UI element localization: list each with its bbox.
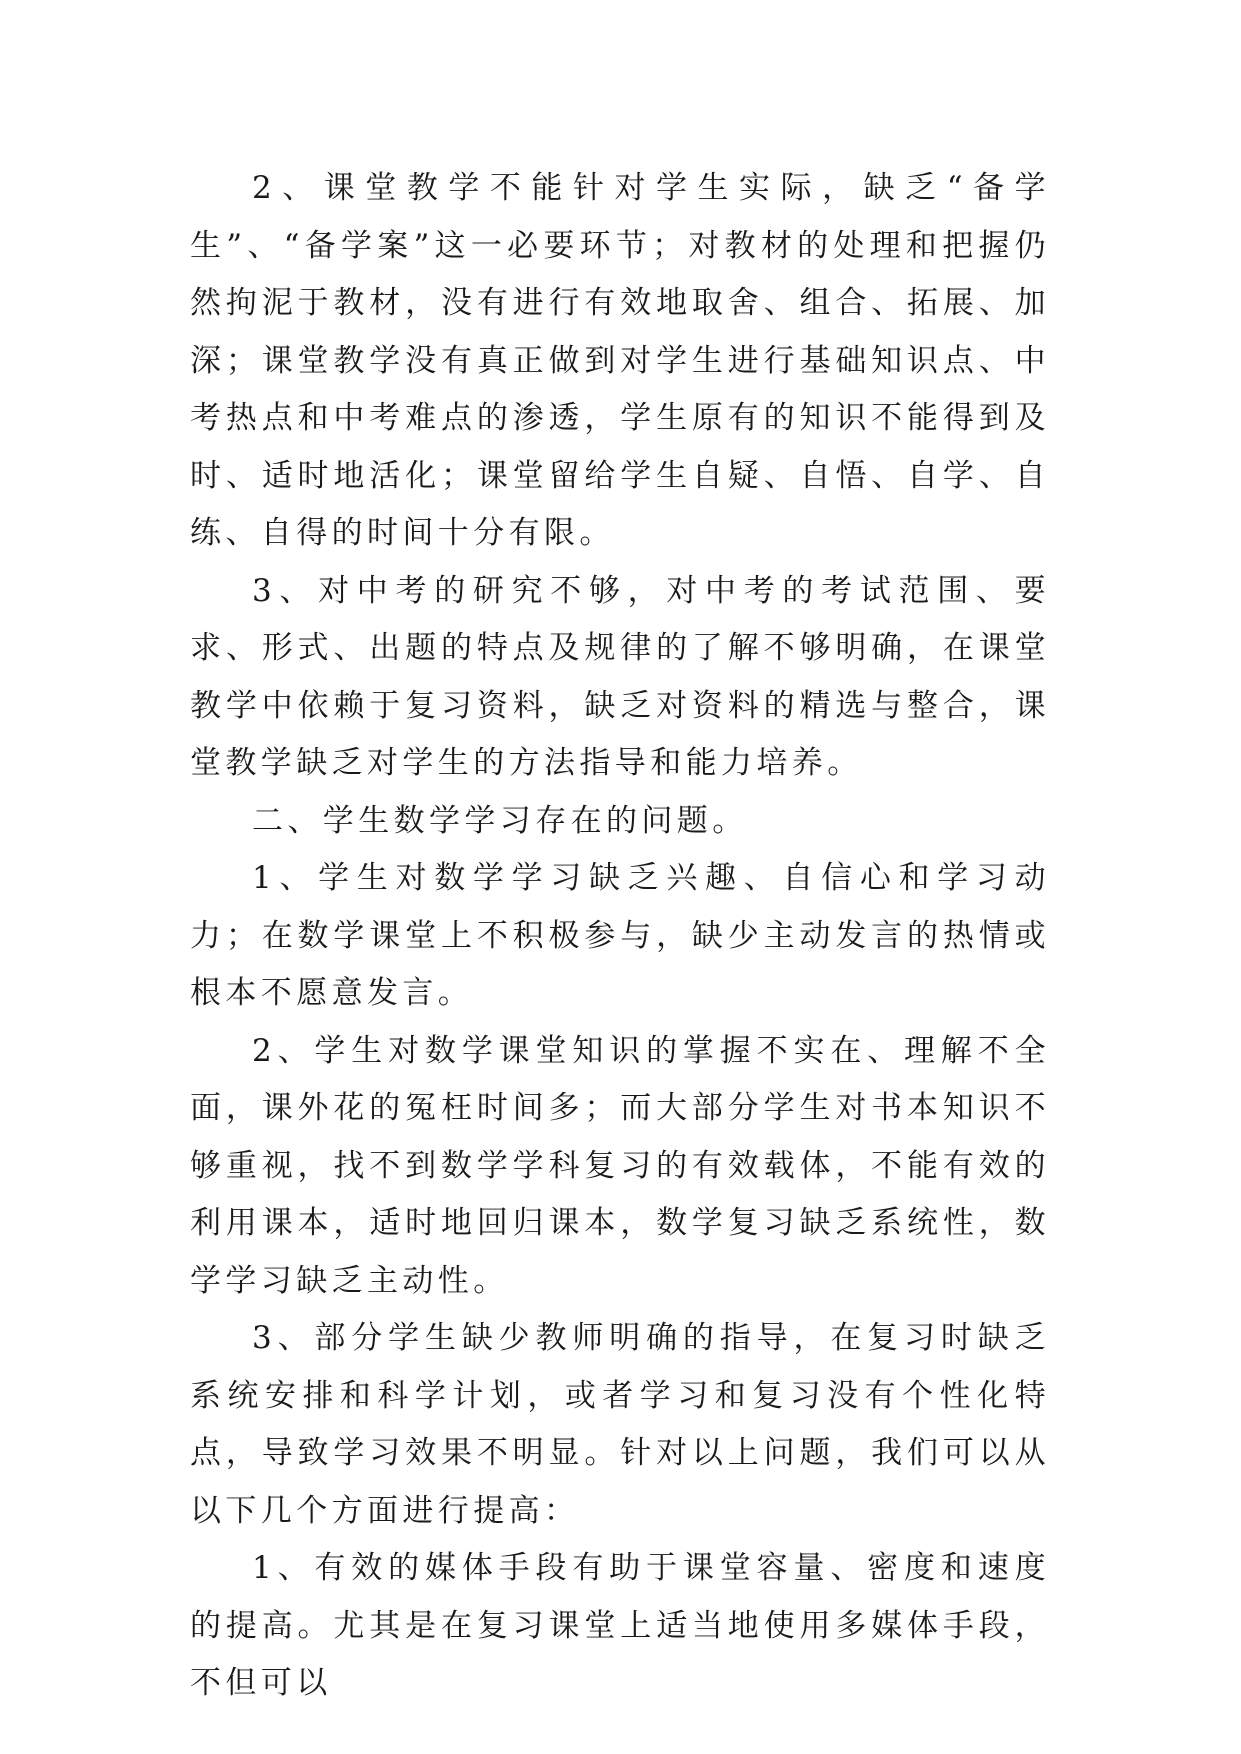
paragraph-1: 2、课堂教学不能针对学生实际，缺乏“备学生”、“备学案”这一必要环节；对教材的处理和把握仍然拘泥于教材，没有进行有效地取舍、组合、拓展、加深；课堂教学没有真正做到对学生进行基础知识点、中考热点和中考难点的渗透，学生原有的知识不能得到及时、适时地活化；课堂留给学生自疑、自悟、自学、自练、自得的时间十分有限。	[190, 170, 1050, 551]
section-heading: 二、学生数学学习存在的问题。	[252, 802, 748, 839]
paragraph-3: 1、学生对数学学习缺乏兴趣、自信心和学习动力；在数学课堂上不积极参与，缺少主动发言的热情或根本不愿意发言。	[190, 860, 1050, 1011]
paragraph-6: 1、有效的媒体手段有助于课堂容量、密度和速度的提高。尤其是在复习课堂上适当地使用多媒体手段，不但可以	[190, 1550, 1050, 1701]
paragraph-5: 3、部分学生缺少教师明确的指导，在复习时缺乏系统安排和科学计划，或者学习和复习没有个性化特点，导致学习效果不明显。针对以上问题，我们可以从以下几个方面进行提高：	[190, 1320, 1050, 1529]
paragraph-2: 3、对中考的研究不够，对中考的考试范围、要求、形式、出题的特点及规律的了解不够明确，在课堂教学中依赖于复习资料，缺乏对资料的精选与整合，课堂教学缺乏对学生的方法指导和能力培养。	[190, 572, 1050, 781]
document-body	[190, 160, 1050, 1713]
paragraph-4: 2、学生对数学课堂知识的掌握不实在、理解不全面，课外花的冤枉时间多；而大部分学生对书本知识不够重视，找不到数学学科复习的有效载体，不能有效的利用课本，适时地回归课本，数学复习缺乏系统性，数学学习缺乏主动性。	[190, 1032, 1050, 1299]
